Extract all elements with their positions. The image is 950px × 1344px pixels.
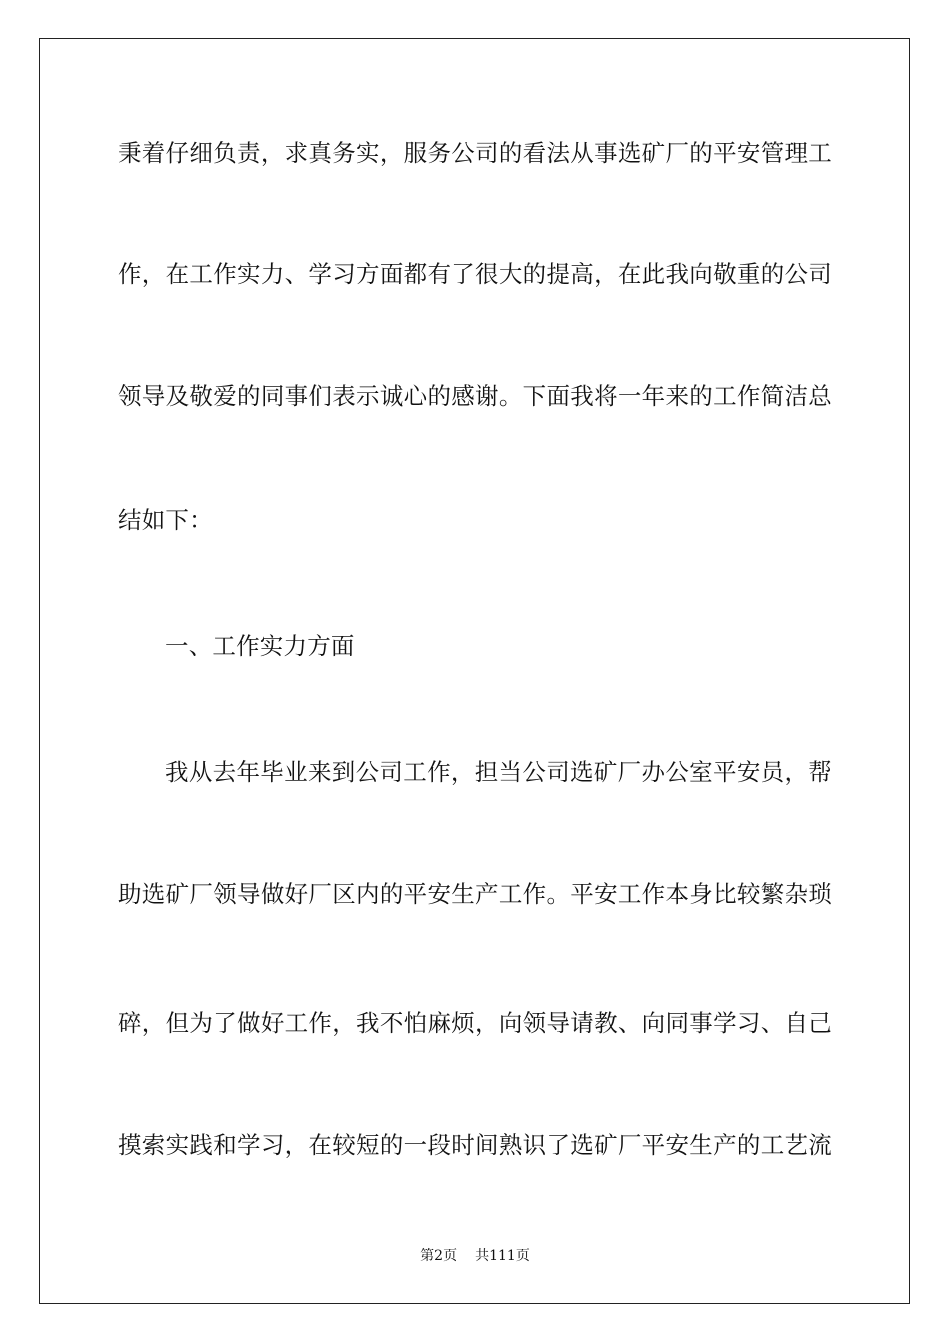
text-line-2: 作，在工作实力、学习方面都有了很大的提高，在此我向敬重的公司 [118, 260, 832, 288]
page-border [39, 38, 910, 1304]
section-heading: 一、工作实力方面 [165, 632, 355, 660]
text-line-8: 碎，但为了做好工作，我不怕麻烦，向领导请教、向同事学习、自己 [118, 1009, 832, 1037]
text-line-4: 结如下： [118, 506, 213, 534]
text-line-9: 摸索实践和学习，在较短的一段时间熟识了选矿厂平安生产的工艺流 [118, 1131, 832, 1159]
text-line-7: 助选矿厂领导做好厂区内的平安生产工作。平安工作本身比较繁杂琐 [118, 880, 832, 908]
page-total: 共111页 [475, 1248, 530, 1264]
text-line-3: 领导及敬爱的同事们表示诚心的感谢。下面我将一年来的工作简洁总 [118, 382, 832, 410]
text-line-1: 秉着仔细负责，求真务实，服务公司的看法从事选矿厂的平安管理工 [118, 139, 832, 167]
page-number: 第2页 [420, 1248, 458, 1264]
text-line-6: 我从去年毕业来到公司工作，担当公司选矿厂办公室平安员，帮 [165, 758, 832, 786]
page-footer [0, 1246, 950, 1266]
